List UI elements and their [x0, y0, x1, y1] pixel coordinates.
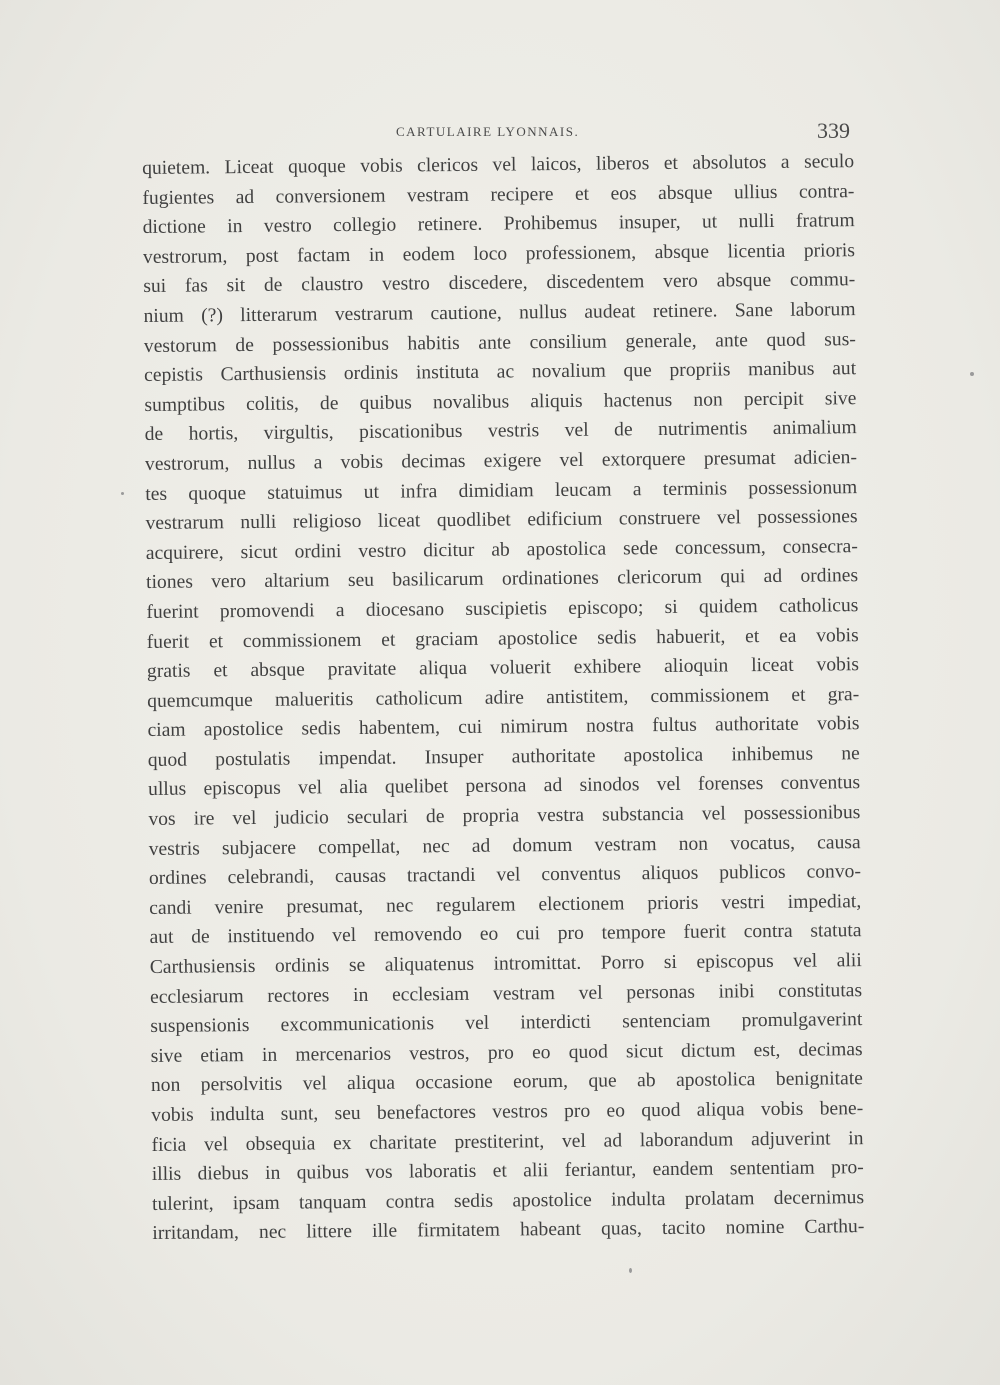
- text-line: aut de instituendo vel removendo eo cui pro tempore fuerit contra statuta: [149, 920, 862, 949]
- text-line: fugientes ad conversionem vestram recipere et eos absque ullius contra-: [142, 180, 855, 209]
- text-line: tulerint, ipsam tanquam contra sedis apostolice indulta prolatam decernimus: [151, 1186, 865, 1215]
- text-line: non persolvitis vel aliqua occasione eorum, que ab apostolica benignitate: [150, 1068, 864, 1097]
- text-line: vestorum de possessionibus habitis ante consilium generale, ante quod sus-: [143, 328, 856, 357]
- text-line: quod postulatis impendat. Insuper authoritate apostolica inhibemus ne: [147, 743, 860, 771]
- margin-speck: [121, 492, 124, 495]
- body-text: [142, 147, 864, 1249]
- text-line: fuerit et commissionem et graciam apostolice sedis habuerit, et ea vobis: [146, 624, 859, 653]
- text-line: quietem. Liceat quoque vobis clericos vel laicos, liberos et absolutos a seculo: [142, 151, 855, 179]
- page-header: [140, 118, 850, 148]
- text-line: vestrarum nulli religioso liceat quodlibet edificium construere vel possessiones: [145, 506, 858, 535]
- text-line: dictione in vestro collegio retinere. Prohibemus insuper, ut nulli fratrum: [142, 210, 855, 239]
- text-line: candi venire presumat, nec regularem electionem prioris vestri impediat,: [149, 890, 862, 919]
- text-line: vobis indulta sunt, seu benefactores vestros pro eo quod aliqua vobis bene-: [151, 1098, 864, 1126]
- text-line: suspensionis excommunicationis vel interdicti sentenciam promulgaverint: [150, 1009, 863, 1038]
- text-line: nium (?) litterarum vestrarum cautione, nullus audeat retinere. Sane laborum: [143, 299, 856, 327]
- text-line: quemcumque malueritis catholicum adire antistitem, commissionem et gra-: [147, 683, 860, 712]
- text-line: ullus episcopus vel alia quelibet persona ad sinodos vel forenses conventus: [148, 772, 861, 801]
- text-line: irritandam, nec littere ille firmitatem habeant quas, tacito nomine Carthu-: [152, 1216, 865, 1245]
- text-line: sive etiam in mercenarios vestros, pro eo quod sicut dictum est, decimas: [150, 1038, 863, 1067]
- text-line: tiones vero altarium seu basilicarum ordinationes clericorum qui ad ordines: [146, 565, 859, 594]
- text-line: ficia vel obsequia ex charitate prestiterint, vel ad laborandum adjuverint in: [151, 1127, 864, 1156]
- text-line: fuerint promovendi a diocesano suscipietis episcopo; si quidem catholicus: [146, 595, 859, 623]
- text-line: illis diebus in quibus vos laboratis et alii feriantur, eandem sententiam pro-: [151, 1157, 864, 1186]
- text-line: vestris subjacere compellat, nec ad domum vestram non vocatus, causa: [148, 831, 861, 860]
- margin-speck: [970, 372, 974, 376]
- page-number: 339: [817, 118, 850, 143]
- margin-speck: [629, 1268, 632, 1273]
- text-line: acquirere, sicut ordini vestro dicitur ab apostolica sede concessum, consecra-: [145, 535, 858, 564]
- running-title: CARTULAIRE LYONNAIS.: [396, 124, 580, 139]
- text-line: vestrorum, nullus a vobis decimas exigere vel extorquere presumat adicien-: [144, 447, 858, 475]
- text-line: ecclesiarum rectores in ecclesiam vestram vel personas inibi constitutas: [149, 979, 863, 1008]
- text-line: sumptibus colitis, de quibus novalibus aliquis hactenus non percipit sive: [144, 387, 857, 416]
- text-line: de hortis, virgultis, piscationibus vestris vel de nutrimentis animalium: [144, 417, 857, 446]
- text-line: Carthusiensis ordinis se aliquatenus intromittat. Porro si episcopus vel alii: [149, 950, 862, 978]
- text-line: ordines celebrandi, causas tractandi vel conventus aliquos publicos convo-: [148, 861, 862, 890]
- text-line: vestrorum, post factam in eodem loco professionem, absque licentia prioris: [142, 239, 856, 268]
- text-line: cepistis Carthusiensis ordinis instituta ac novalium que propriis manibus aut: [144, 358, 857, 387]
- text-line: vos ire vel judicio seculari de propria vestra substancia vel possessionibus: [148, 802, 861, 831]
- text-line: tes quoque statuimus ut infra dimidiam leucam a terminis possessionum: [145, 476, 858, 505]
- text-line: gratis et absque pravitate aliqua voluerit exhibere alioquin liceat vobis: [146, 654, 860, 683]
- text-line: ciam apostolice sedis habentem, cui nimirum nostra fultus authoritate vobis: [147, 713, 860, 742]
- text-line: sui fas sit de claustro vestro discedere, discedentem vero absque commu-: [143, 269, 856, 298]
